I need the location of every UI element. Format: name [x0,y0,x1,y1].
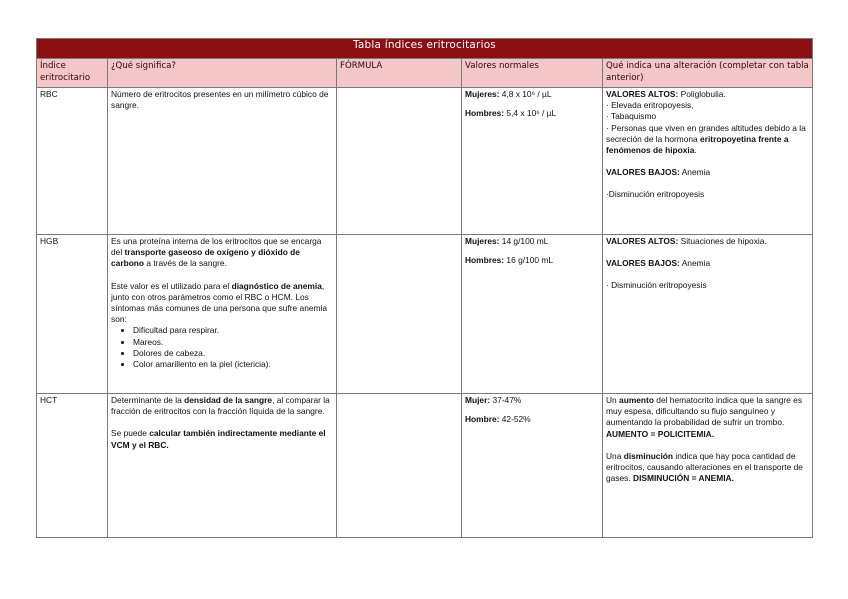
hgb-normal-values [462,235,603,394]
header-index: Índice eritrocitario [37,59,108,88]
rbc-high-item-3-end: . [694,145,697,156]
list-item: • Color amarillento en la piel (ictericia). [133,359,333,370]
hct-meaning2-b: calcular también indirectamente mediante el VCM y el RBC. [111,428,326,450]
hct-alt2-a: Una [606,450,622,461]
list-item: • Dolores de cabeza. [133,348,333,359]
rbc-normal-values [462,88,603,235]
hct-alt2-b: disminución [623,450,674,461]
hct-alt2-c: indica que hay poca cantidad de eritrocitos, causando alteraciones en el transporte de gases. [606,450,803,484]
header-normal-values: Valores normales [462,59,603,88]
hct-women-label: Mujer: [465,395,491,405]
table-row-rbc [37,88,813,235]
erythrocyte-indices-table [36,38,813,538]
hct-formula [337,394,462,538]
rbc-meaning-text: Número de eritrocitos presentes en un milímetro cúbico de sangre. [111,89,329,111]
hgb-high-label: VALORES ALTOS: [606,236,679,246]
hgb-meaning2-a: Este valor es el utilizado para el [111,280,230,291]
hgb-meaning [108,235,337,394]
hct-men-value: 42-52% [501,414,531,425]
hct-meaning-c: , al comparar la fracción de eritrocitos con la fracción líquida de la sangre. [111,395,330,417]
hgb-formula [337,235,462,394]
rbc-men-label: Hombres: [465,108,505,119]
header-alteration: Qué indica una alteración (completar con tabla anterior) [603,59,813,88]
rbc-men-value: 5,4 x 10⁶ / µL [506,108,557,119]
hct-normal-values [462,394,603,538]
rbc-meaning [108,88,337,235]
list-item: • Dificultad para respirar. [133,325,333,336]
hgb-meaning2-b: diagnóstico de anemia [231,280,322,291]
hct-alt1-c: del hematocrito indica que la sangre es muy espesa, dificultando su flujo sanguíneo y aumentando la probabilidad de sufrir un trombo. [606,395,803,428]
hgb-women-value: 14 g/100 mL [501,236,549,246]
header-meaning: ¿Qué significa? [108,59,337,88]
table-row-hgb [37,235,813,394]
table-title: Tabla índices eritrocitarios [37,39,813,59]
rbc-low-item: ·Disminución eritropoyesis [606,189,705,200]
hct-alt2-d: DISMINUCIÓN = ANEMIA. [633,473,734,484]
rbc-low-value: Anemia [681,167,711,178]
rbc-high-item-2: · Tabaquismo [606,111,657,122]
hgb-symptom-list [111,325,333,370]
hct-alt1-d: AUMENTO = POLICITEMIA. [606,428,715,439]
rbc-high-item-3-bold: eritropoyetina frente a fenómenos de hipoxia [606,133,789,156]
hct-meaning2-a: Se puede [111,428,147,439]
hct-alteration [603,394,813,538]
hgb-low-item: · Disminución eritropoyesis [606,280,707,291]
list-item: • Mareos. [133,337,333,348]
hgb-meaning-c: a través de la sangre. [146,258,227,269]
hgb-low-value: Anemia [681,258,711,269]
rbc-women-value: 4,8 x 10⁶ / µL [501,89,552,99]
rbc-formula [337,88,462,235]
hct-meaning [108,394,337,538]
rbc-women-label: Mujeres: [465,89,500,99]
hgb-meaning-a: Es una proteína interna de los eritrocitos que se encarga del [111,236,322,258]
hgb-men-label: Hombres: [465,255,505,266]
rbc-high-value: Poliglobulia. [680,89,726,99]
hgb-high-value: Situaciones de hipoxia. [680,236,767,246]
hct-alt1-a: Un [606,395,617,405]
hct-meaning-a: Determinante de la [111,395,182,405]
hct-meaning-b: densidad de la sangre [184,395,273,405]
rbc-high-item-3: · Personas que viven en grandes altitudes debido a la secreción de la hormona [606,122,806,144]
hct-index: HCT [37,394,108,538]
hgb-meaning-b: transporte gaseoso de oxígeno y dióxido de carbono [111,247,300,269]
hgb-low-label: VALORES BAJOS: [606,258,680,269]
hgb-women-label: Mujeres: [465,236,500,246]
rbc-low-label: VALORES BAJOS: [606,167,680,178]
rbc-high-item-1: · Elevada eritropoyesis, [606,100,694,111]
table-row-hct [37,394,813,538]
hgb-men-value: 16 g/100 mL [506,255,553,266]
rbc-alteration [603,88,813,235]
hgb-meaning2-c: , junto con otros parámetros como el RBC o HCM. Los síntomas más comunes de una persona que sufre anemia son: [111,280,328,325]
rbc-index: RBC [37,88,108,235]
hgb-index: HGB [37,235,108,394]
table-title-row [37,39,813,59]
hgb-alteration [603,235,813,394]
rbc-high-label: VALORES ALTOS: [606,89,679,99]
hct-women-value: 37-47% [492,395,522,405]
hct-alt1-b: aumento [619,395,654,405]
table-header-row [37,59,813,88]
header-formula: FÓRMULA [337,59,462,88]
hct-men-label: Hombre: [465,414,500,425]
